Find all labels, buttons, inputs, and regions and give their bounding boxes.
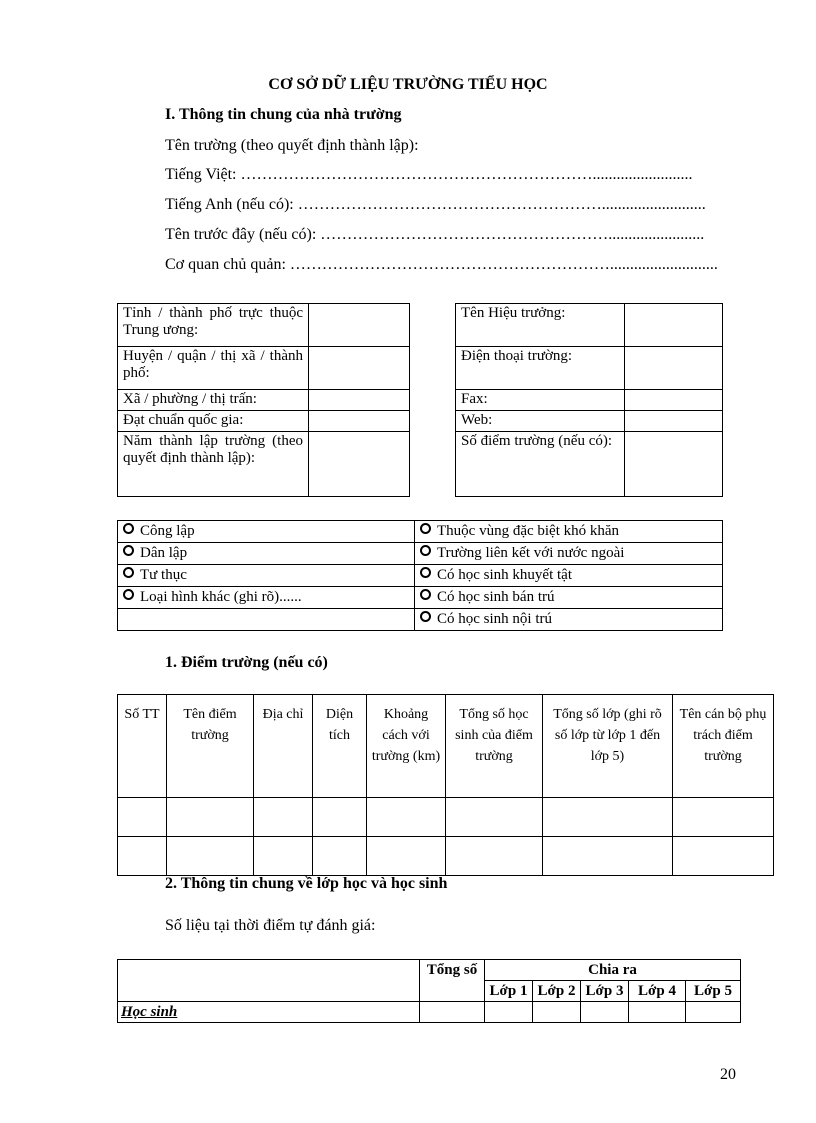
grade-header: Lớp 3 bbox=[581, 981, 629, 1002]
column-header: Khoảng cách với trường (km) bbox=[367, 695, 446, 798]
table-cell[interactable] bbox=[629, 1002, 686, 1023]
radio-circle-icon bbox=[123, 545, 134, 556]
info-label: Huyện / quận / thị xã / thành phố: bbox=[118, 347, 309, 390]
column-header: Địa chỉ bbox=[254, 695, 313, 798]
table-cell[interactable] bbox=[533, 1002, 581, 1023]
info-value-cell[interactable] bbox=[625, 347, 723, 390]
contact-info-table bbox=[455, 303, 723, 497]
option-foreign-partner[interactable]: Trường liên kết với nước ngoài bbox=[415, 543, 723, 565]
info-label: Năm thành lập trường (theo quyết định thành lập): bbox=[118, 432, 309, 497]
info-label: Xã / phường / thị trấn: bbox=[118, 390, 309, 411]
satellite-campus-table bbox=[117, 694, 774, 876]
table-cell[interactable] bbox=[673, 798, 774, 837]
evaluation-note: Số liệu tại thời điểm tự đánh giá: bbox=[165, 917, 376, 934]
table-cell[interactable] bbox=[420, 1002, 485, 1023]
info-label: Tỉnh / thành phố trực thuộc Trung ương: bbox=[118, 304, 309, 347]
group-header: Chia ra bbox=[485, 960, 741, 981]
table-cell[interactable] bbox=[543, 837, 673, 876]
radio-circle-icon bbox=[420, 523, 431, 534]
column-header: Tổng số học sinh của điểm trường bbox=[446, 695, 543, 798]
info-value-cell[interactable] bbox=[625, 432, 723, 497]
table-cell[interactable] bbox=[167, 798, 254, 837]
grade-header: Lớp 4 bbox=[629, 981, 686, 1002]
option-community[interactable]: Dân lập bbox=[118, 543, 415, 565]
radio-circle-icon bbox=[420, 589, 431, 600]
option-boarding[interactable]: Có học sinh nội trú bbox=[415, 609, 723, 631]
table-cell[interactable] bbox=[673, 837, 774, 876]
total-header: Tổng số bbox=[420, 960, 485, 1002]
former-name-line: Tên trước đây (nếu có): ………………………………………………........................ bbox=[165, 226, 705, 243]
column-header: Số TT bbox=[118, 695, 167, 798]
table-cell[interactable] bbox=[446, 798, 543, 837]
info-label: Tên Hiệu trưởng: bbox=[456, 304, 625, 347]
info-value-cell[interactable] bbox=[309, 432, 410, 497]
table-cell[interactable] bbox=[446, 837, 543, 876]
table-cell[interactable] bbox=[313, 798, 367, 837]
info-label: Đạt chuẩn quốc gia: bbox=[118, 411, 309, 432]
option-other-type[interactable]: Loại hình khác (ghi rõ)...... bbox=[118, 587, 415, 609]
table-cell[interactable] bbox=[485, 1002, 533, 1023]
radio-circle-icon bbox=[420, 545, 431, 556]
empty-cell bbox=[118, 609, 415, 631]
subsection-2-heading: 2. Thông tin chung về lớp học và học sinh bbox=[165, 875, 448, 892]
grade-header: Lớp 5 bbox=[686, 981, 741, 1002]
school-name-line: Tên trường (theo quyết định thành lập): bbox=[165, 137, 419, 154]
column-header: Tên cán bộ phụ trách điểm trường bbox=[673, 695, 774, 798]
option-disadvantaged-area[interactable]: Thuộc vùng đặc biệt khó khăn bbox=[415, 521, 723, 543]
info-value-cell[interactable] bbox=[309, 347, 410, 390]
grade-header: Lớp 2 bbox=[533, 981, 581, 1002]
info-label: Web: bbox=[456, 411, 625, 432]
class-student-table bbox=[117, 959, 741, 1023]
table-row bbox=[118, 1002, 741, 1023]
option-semi-boarding[interactable]: Có học sinh bán trú bbox=[415, 587, 723, 609]
radio-circle-icon bbox=[123, 567, 134, 578]
subsection-1-heading: 1. Điểm trường (nếu có) bbox=[165, 654, 328, 671]
page-number: 20 bbox=[720, 1066, 736, 1083]
option-public[interactable]: Công lập bbox=[118, 521, 415, 543]
table-cell[interactable] bbox=[118, 837, 167, 876]
radio-circle-icon bbox=[123, 589, 134, 600]
info-value-cell[interactable] bbox=[309, 390, 410, 411]
info-value-cell[interactable] bbox=[309, 411, 410, 432]
table-cell[interactable] bbox=[167, 837, 254, 876]
vietnamese-name-line: Tiếng Việt: …………………………………………………………......................... bbox=[165, 166, 693, 183]
info-value-cell[interactable] bbox=[309, 304, 410, 347]
table-row bbox=[118, 837, 774, 876]
column-header: Diện tích bbox=[313, 695, 367, 798]
info-label: Fax: bbox=[456, 390, 625, 411]
grade-header: Lớp 1 bbox=[485, 981, 533, 1002]
empty-header bbox=[118, 960, 420, 1002]
table-cell[interactable] bbox=[313, 837, 367, 876]
option-private[interactable]: Tư thục bbox=[118, 565, 415, 587]
row-label: Học sinh bbox=[118, 1002, 420, 1023]
table-cell[interactable] bbox=[686, 1002, 741, 1023]
table-row bbox=[118, 798, 774, 837]
radio-circle-icon bbox=[123, 523, 134, 534]
table-cell[interactable] bbox=[367, 837, 446, 876]
page-title: CƠ SỞ DỮ LIỆU TRƯỜNG TIỂU HỌC bbox=[268, 76, 548, 93]
section-1-heading: I. Thông tin chung của nhà trường bbox=[165, 106, 402, 123]
table-cell[interactable] bbox=[581, 1002, 629, 1023]
info-label: Số điểm trường (nếu có): bbox=[456, 432, 625, 497]
english-name-line: Tiếng Anh (nếu có): ………………………………………………….......................... bbox=[165, 196, 706, 213]
info-value-cell[interactable] bbox=[625, 411, 723, 432]
info-label: Điện thoại trường: bbox=[456, 347, 625, 390]
option-disabled-students[interactable]: Có học sinh khuyết tật bbox=[415, 565, 723, 587]
table-cell[interactable] bbox=[543, 798, 673, 837]
info-value-cell[interactable] bbox=[625, 304, 723, 347]
table-cell[interactable] bbox=[254, 837, 313, 876]
table-cell[interactable] bbox=[254, 798, 313, 837]
location-info-table bbox=[117, 303, 410, 497]
radio-circle-icon bbox=[420, 611, 431, 622]
radio-circle-icon bbox=[420, 567, 431, 578]
table-cell[interactable] bbox=[367, 798, 446, 837]
info-value-cell[interactable] bbox=[625, 390, 723, 411]
column-header: Tổng số lớp (ghi rõ số lớp từ lớp 1 đến lớp 5) bbox=[543, 695, 673, 798]
school-type-table bbox=[117, 520, 723, 631]
table-cell[interactable] bbox=[118, 798, 167, 837]
governing-body-line: Cơ quan chủ quản: ……………………………………………………........................... bbox=[165, 256, 718, 273]
column-header: Tên điểm trường bbox=[167, 695, 254, 798]
